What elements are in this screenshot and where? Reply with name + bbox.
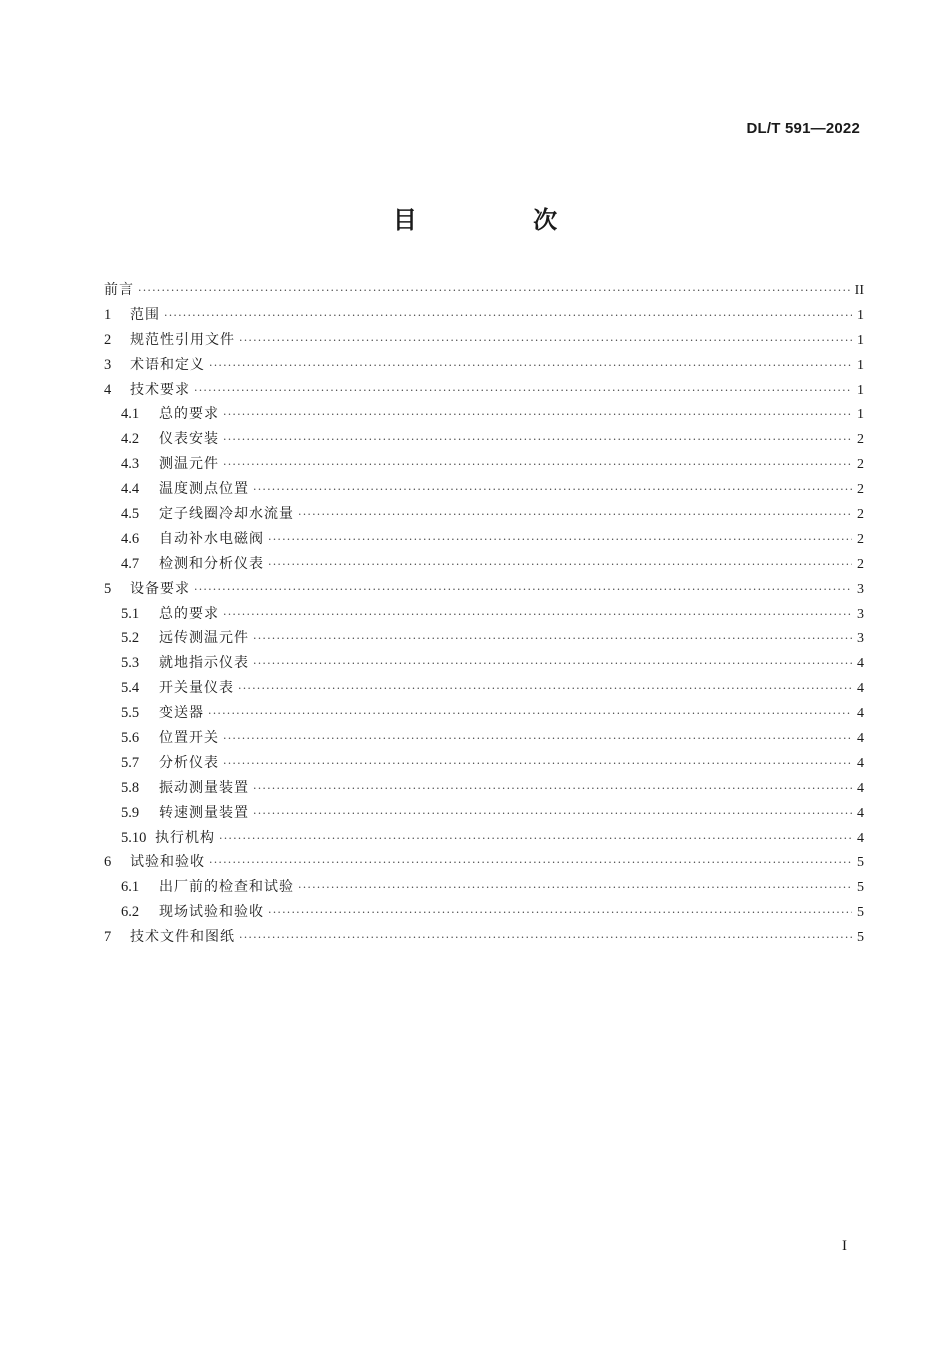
toc-entry-page: 1 — [857, 307, 864, 323]
toc-entry[interactable] — [104, 776, 864, 801]
toc-entry-page: 4 — [857, 755, 864, 771]
dot-leader — [209, 851, 852, 876]
toc-entry[interactable] — [104, 328, 864, 353]
toc-entry-label: 现场试验和验收 — [159, 904, 264, 921]
toc-entry-page: 2 — [857, 432, 864, 448]
table-of-contents — [104, 278, 864, 950]
toc-entry-number: 4.4 — [121, 481, 140, 498]
toc-entry-number: 3 — [104, 356, 112, 373]
toc-entry-label: 范围 — [130, 306, 160, 323]
toc-entry[interactable] — [104, 925, 864, 950]
toc-entry-page: 2 — [857, 482, 864, 498]
dot-leader — [298, 503, 852, 528]
toc-entry[interactable] — [104, 477, 864, 502]
toc-entry-number: 5.3 — [121, 655, 140, 672]
toc-entry[interactable] — [104, 278, 864, 303]
dot-leader — [223, 403, 852, 428]
dot-leader — [223, 727, 852, 752]
toc-entry-page: 2 — [857, 556, 864, 572]
dot-leader — [268, 901, 852, 926]
toc-entry-number: 4.6 — [121, 530, 140, 547]
toc-entry[interactable] — [104, 626, 864, 651]
page-title: 目 次 — [392, 206, 612, 234]
toc-entry[interactable] — [104, 378, 864, 403]
toc-entry-label: 规范性引用文件 — [130, 331, 235, 348]
toc-entry-page: 4 — [857, 805, 864, 821]
toc-entry-number: 4.5 — [121, 506, 140, 523]
toc-entry-page: II — [854, 283, 864, 298]
toc-entry-number: 4.1 — [121, 406, 140, 423]
toc-entry-page: 1 — [857, 407, 864, 423]
dot-leader — [268, 528, 852, 553]
toc-entry-page: 5 — [857, 880, 864, 896]
toc-entry-number: 6.1 — [121, 879, 140, 896]
dot-leader — [209, 354, 852, 379]
toc-entry[interactable] — [104, 801, 864, 826]
toc-entry-label: 技术要求 — [130, 381, 190, 398]
toc-entry-number: 5.2 — [121, 630, 140, 647]
toc-entry-page: 3 — [857, 606, 864, 622]
dot-leader — [239, 926, 852, 951]
dot-leader — [253, 777, 852, 802]
toc-entry-label: 前言 — [104, 282, 134, 298]
toc-entry-number: 7 — [104, 929, 112, 946]
dot-leader — [268, 553, 852, 578]
toc-entry-label: 仪表安装 — [159, 431, 219, 448]
toc-entry-label: 总的要求 — [159, 406, 219, 423]
toc-entry-label: 开关量仪表 — [159, 680, 234, 697]
dot-leader — [253, 627, 852, 652]
toc-entry[interactable] — [104, 850, 864, 875]
dot-leader — [219, 827, 852, 852]
toc-entry[interactable] — [104, 452, 864, 477]
toc-entry[interactable] — [104, 353, 864, 378]
toc-entry-page: 4 — [857, 830, 864, 846]
dot-leader — [138, 279, 851, 304]
toc-entry-number: 5 — [104, 580, 112, 597]
toc-entry-page: 1 — [857, 382, 864, 398]
toc-entry-label: 位置开关 — [159, 730, 219, 747]
toc-entry-number: 5.6 — [121, 730, 140, 747]
toc-entry-label: 振动测量装置 — [159, 779, 249, 796]
toc-entry-page: 2 — [857, 531, 864, 547]
toc-entry-label: 技术文件和图纸 — [130, 929, 235, 946]
toc-entry-label: 就地指示仪表 — [159, 655, 249, 672]
toc-entry[interactable] — [104, 427, 864, 452]
toc-entry-page: 3 — [857, 631, 864, 647]
toc-entry[interactable] — [104, 676, 864, 701]
toc-entry[interactable] — [104, 651, 864, 676]
toc-entry-page: 2 — [857, 457, 864, 473]
toc-entry-number: 5.7 — [121, 754, 140, 771]
toc-entry-label: 执行机构 — [155, 829, 215, 846]
toc-entry[interactable] — [104, 900, 864, 925]
dot-leader — [238, 677, 852, 702]
toc-entry[interactable] — [104, 552, 864, 577]
toc-entry-page: 4 — [857, 780, 864, 796]
toc-entry-label: 转速测量装置 — [159, 804, 249, 821]
toc-entry[interactable] — [104, 751, 864, 776]
page-number: I — [842, 1238, 847, 1254]
toc-entry-number: 5.5 — [121, 705, 140, 722]
toc-entry-page: 4 — [857, 706, 864, 722]
dot-leader — [194, 379, 852, 404]
toc-entry[interactable] — [104, 402, 864, 427]
dot-leader — [253, 478, 852, 503]
toc-entry-label: 试验和验收 — [130, 854, 205, 871]
toc-entry-number: 5.8 — [121, 779, 140, 796]
dot-leader — [223, 453, 852, 478]
toc-entry-label: 分析仪表 — [159, 754, 219, 771]
toc-entry[interactable] — [104, 303, 864, 328]
toc-entry[interactable] — [104, 726, 864, 751]
toc-entry-page: 4 — [857, 681, 864, 697]
toc-entry[interactable] — [104, 826, 864, 851]
dot-leader — [253, 802, 852, 827]
toc-entry-label: 设备要求 — [130, 580, 190, 597]
toc-entry-label: 术语和定义 — [130, 356, 205, 373]
toc-entry-label: 变送器 — [159, 705, 204, 722]
toc-entry-label: 测温元件 — [159, 456, 219, 473]
toc-entry-number: 5.1 — [121, 605, 140, 622]
standard-code: DL/T 591—2022 — [746, 120, 860, 137]
toc-entry-number: 4.3 — [121, 456, 140, 473]
toc-entry-page: 3 — [857, 581, 864, 597]
toc-entry-label: 定子线圈冷却水流量 — [159, 506, 294, 523]
toc-entry-page: 4 — [857, 656, 864, 672]
toc-entry-label: 温度测点位置 — [159, 481, 249, 498]
toc-entry[interactable] — [104, 527, 864, 552]
dot-leader — [223, 428, 852, 453]
dot-leader — [208, 702, 852, 727]
toc-entry-number: 4.2 — [121, 431, 140, 448]
toc-entry-number: 5.9 — [121, 804, 140, 821]
toc-entry-number: 4 — [104, 381, 112, 398]
toc-entry[interactable] — [104, 577, 864, 602]
toc-entry-page: 5 — [857, 930, 864, 946]
toc-entry-label: 总的要求 — [159, 605, 219, 622]
toc-entry-page: 1 — [857, 357, 864, 373]
toc-entry[interactable] — [104, 875, 864, 900]
toc-entry-number: 5.4 — [121, 680, 140, 697]
dot-leader — [298, 876, 852, 901]
toc-entry-page: 2 — [857, 507, 864, 523]
toc-entry[interactable] — [104, 502, 864, 527]
toc-entry-label: 远传测温元件 — [159, 630, 249, 647]
toc-entry-page: 4 — [857, 731, 864, 747]
toc-entry-number: 1 — [104, 306, 112, 323]
toc-entry-number: 4.7 — [121, 555, 140, 572]
dot-leader — [194, 578, 852, 603]
toc-entry[interactable] — [104, 701, 864, 726]
dot-leader — [239, 329, 852, 354]
toc-entry-page: 1 — [857, 332, 864, 348]
toc-entry-label: 出厂前的检查和试验 — [159, 879, 294, 896]
toc-entry-page: 5 — [857, 905, 864, 921]
toc-entry[interactable] — [104, 602, 864, 627]
toc-entry-number: 2 — [104, 331, 112, 348]
toc-entry-number: 6.2 — [121, 904, 140, 921]
dot-leader — [253, 652, 852, 677]
dot-leader — [164, 304, 852, 329]
toc-entry-page: 5 — [857, 855, 864, 871]
toc-entry-number: 6 — [104, 854, 112, 871]
toc-entry-label: 自动补水电磁阀 — [159, 530, 264, 547]
dot-leader — [223, 752, 852, 777]
toc-entry-label: 检测和分析仪表 — [159, 555, 264, 572]
toc-entry-number: 5.10 — [121, 829, 147, 846]
dot-leader — [223, 603, 852, 628]
